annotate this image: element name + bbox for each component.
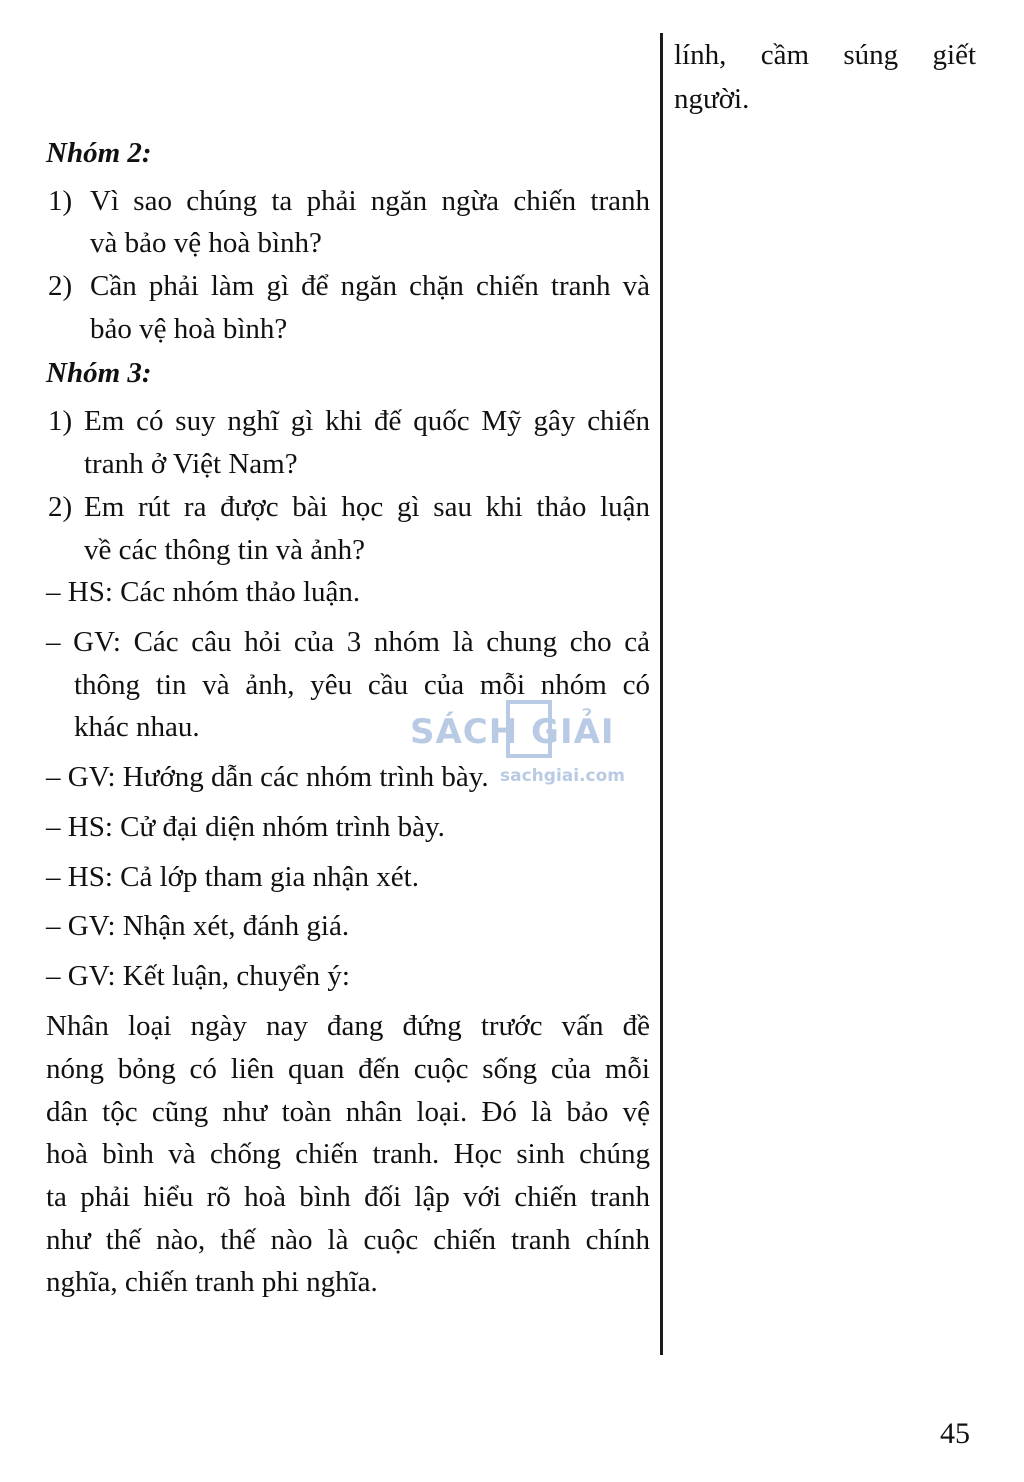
step-hs-comment: – HS: Cả lớp tham gia nhận xét. (46, 861, 419, 893)
conclusion-line-5: ta phải hiểu rõ hoà bình đối lập với chiến tranh (46, 1181, 650, 1213)
group3-q2-line1: Em rút ra được bài học gì sau khi thảo luận (84, 491, 650, 523)
group2-q2-number: 2) (48, 270, 73, 302)
group3-q1-number: 1) (48, 405, 73, 437)
step-hs-present: – HS: Cử đại diện nhóm trình bày. (46, 811, 445, 843)
group2-q1-number: 1) (48, 185, 73, 217)
group3-q1-line1: Em có suy nghĩ gì khi đế quốc Mỹ gây chiến (84, 405, 650, 437)
group2-q2-line1: Cần phải làm gì để ngăn chặn chiến tranh và (90, 270, 650, 302)
watermark-logo (410, 700, 625, 800)
group3-q1-line2: tranh ở Việt Nam? (84, 448, 298, 480)
step-gv-questions-line2: thông tin và ảnh, yêu cầu của mỗi nhóm có (74, 669, 650, 701)
conclusion-line-7: nghĩa, chiến tranh phi nghĩa. (46, 1266, 378, 1298)
group3-q2-number: 2) (48, 491, 73, 523)
conclusion-line-2: nóng bỏng có liên quan đến cuộc sống của mỗi (46, 1053, 650, 1085)
step-gv-questions-line3: khác nhau. (74, 711, 200, 743)
page-number: 45 (940, 1417, 970, 1450)
group2-q2-line2: bảo vệ hoà bình? (90, 313, 288, 345)
step-gv-evaluate: – GV: Nhận xét, đánh giá. (46, 910, 350, 942)
conclusion-line-1: Nhân loại ngày nay đang đứng trước vấn đề (46, 1010, 650, 1042)
step-gv-conclude: – GV: Kết luận, chuyển ý: (46, 960, 350, 992)
step-gv-guide: – GV: Hướng dẫn các nhóm trình bày. (46, 761, 489, 793)
watermark-brand: SÁCH GIẢI (410, 712, 615, 752)
conclusion-line-4: hoà bình và chống chiến tranh. Học sinh chúng (46, 1138, 650, 1170)
conclusion-line-3: dân tộc cũng như toàn nhân loại. Đó là bảo vệ (46, 1096, 650, 1128)
group2-q1-line2: và bảo vệ hoà bình? (90, 227, 322, 259)
watermark-url: sachgiai.com (500, 766, 625, 786)
conclusion-line-6: như thế nào, thế nào là cuộc chiến tranh chính (46, 1224, 650, 1256)
group2-q1-line1: Vì sao chúng ta phải ngăn ngừa chiến tranh (90, 185, 650, 217)
step-hs-discuss: – HS: Các nhóm thảo luận. (46, 576, 361, 608)
group3-heading: Nhóm 3: (46, 357, 152, 389)
step-gv-questions-line1: – GV: Các câu hỏi của 3 nhóm là chung cho cả (46, 626, 650, 658)
right-line-1: lính, cầm súng giết (674, 39, 976, 71)
right-line-2: người. (674, 83, 750, 115)
group2-heading: Nhóm 2: (46, 137, 152, 169)
group3-q2-line2: về các thông tin và ảnh? (84, 534, 366, 566)
column-divider (660, 33, 663, 1355)
